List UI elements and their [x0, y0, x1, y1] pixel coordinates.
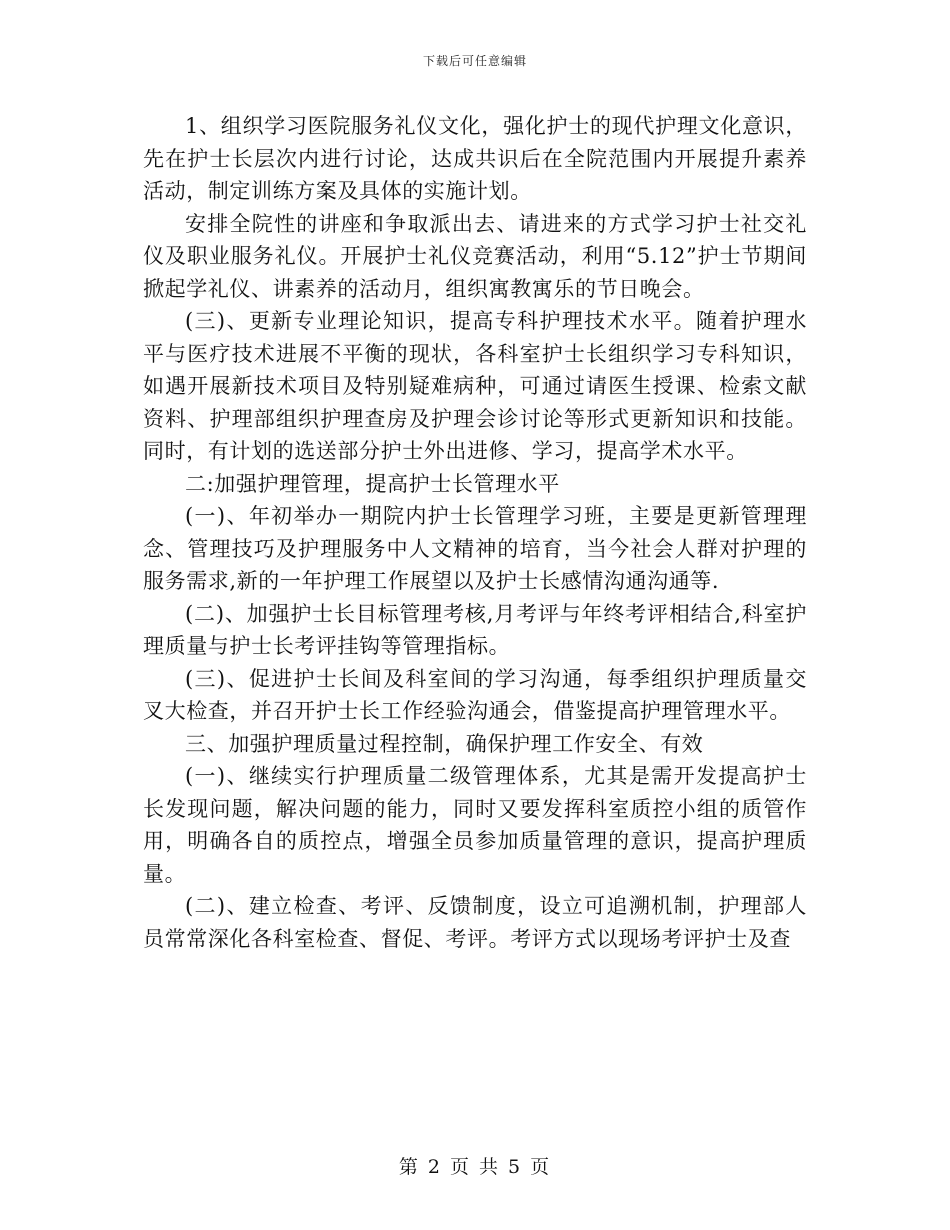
paragraph-management-training: (一)、年初举办一期院内护士长管理学习班，主要是更新管理理念、管理技巧及护理服务中人文精神的培育，当今社会人群对护理的服务需求,新的一年护理工作展望以及护士长感情沟通沟通等. [143, 504, 807, 593]
paragraph-target-assessment: (二)、加强护士长目标管理考核,月考评与年终考评相结合,科室护理质量与护士长考评挂钩等管理指标。 [143, 601, 807, 658]
page-number: 第 2 页 共 5 页 [398, 1156, 552, 1178]
section-heading-quality-control: 三、加强护理质量过程控制，确保护理工作安全、有效 [185, 731, 704, 756]
paragraph-etiquette-training: 安排全院性的讲座和争取派出去、请进来的方式学习护士社交礼仪及职业服务礼仪。开展护士礼仪竞赛活动，利用“5.12”护士节期间掀起学礼仪、讲素养的活动月，组织寓教寓乐的节日晚会。 [143, 211, 807, 301]
paragraph-etiquette-culture: 1、组织学习医院服务礼仪文化，强化护士的现代护理文化意识，先在护士长层次内进行讨论，达成共识后在全院范围内开展提升素养活动，制定训练方案及具体的实施计划。 [143, 114, 807, 203]
paragraph-professional-knowledge: (三)、更新专业理论知识，提高专科护理技术水平。随着护理水平与医疗技术进展不平衡的现状，各科室护士长组织学习专科知识，如遇开展新技术项目及特别疑难病种，可通过请医生授课、检索文献资料、护理部组织护理查房及护理会诊讨论等形式更新知识和技能。同时，有计划的选送部分护士外出进修、学习，提高学术水平。 [143, 309, 807, 463]
paragraph-quality-system: (一)、继续实行护理质量二级管理体系，尤其是需开发提高护士长发现问题，解决问题的能力，同时又要发挥科室质控小组的质管作用，明确各自的质控点，增强全员参加质量管理的意识，提高护理质量。 [143, 764, 807, 886]
section-heading-management: 二:加强护理管理，提高护士长管理水平 [185, 471, 560, 496]
paragraph-inspection-feedback: (二)、建立检查、考评、反馈制度，设立可追溯机制，护理部人员常常深化各科室检查、督促、考评。考评方式以现场考评护士及查 [143, 894, 807, 951]
paragraph-communication: (三)、促进护士长间及科室间的学习沟通，每季组织护理质量交叉大检查，并召开护士长工作经验沟通会，借鉴提高护理管理水平。 [143, 666, 807, 723]
page-header: 下载后可任意编辑 [422, 54, 527, 68]
document-body [143, 110, 807, 955]
